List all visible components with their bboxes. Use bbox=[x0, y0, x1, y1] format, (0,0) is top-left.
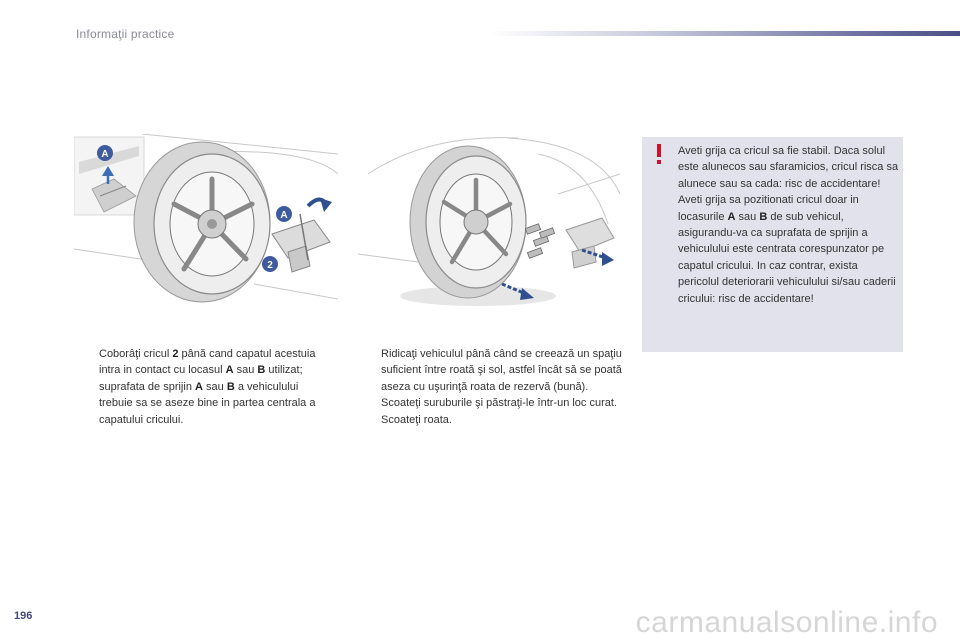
warning-text-part: Aveti grija ca cricul sa fie stabil. Daca solul este alunecos sau sfaramicios, cricul risca sa alunece sau sa cada: risc de accidentare! bbox=[678, 145, 899, 190]
list-item bbox=[363, 346, 625, 395]
warning-text-part: Aveti grija sa pozitionati cricul doar in locasurile bbox=[678, 194, 859, 223]
list-item-text: Scoateţi roata. bbox=[381, 413, 452, 426]
warning-text-part: sau bbox=[735, 210, 760, 223]
warning-ref-b: B bbox=[759, 210, 768, 223]
warning-text bbox=[678, 143, 900, 307]
list-item bbox=[81, 346, 331, 428]
list-item bbox=[363, 395, 625, 411]
list-item bbox=[363, 412, 625, 428]
instructions-left bbox=[81, 346, 331, 428]
section-title: Informaţii practice bbox=[76, 27, 175, 41]
label-a-small: A bbox=[101, 149, 109, 160]
jack-lowering-illustration bbox=[74, 134, 338, 304]
warning-icon bbox=[655, 144, 663, 164]
warning-ref-a: A bbox=[727, 210, 736, 223]
label-2: 2 bbox=[267, 260, 273, 271]
instructions-middle bbox=[363, 346, 625, 428]
page-number: 196 bbox=[14, 610, 33, 622]
watermark: carmanualsonline.info bbox=[635, 606, 938, 639]
list-item-text: Ridicaţi vehiculul până când se creează un spaţiu suficient între roată şi sol, astfel încât să se poată aseza cu uşurinţă roata de rezervă (bună). bbox=[381, 348, 622, 393]
wheel-removal-illustration bbox=[358, 134, 620, 306]
header-accent-bar bbox=[490, 31, 960, 36]
label-a: A bbox=[280, 210, 288, 221]
list-item-text: Coborâţi cricul 2 până cand capatul acestuia intra in contact cu locasul A sau B utilizat; suprafata de sprijin A sau B a vehiculului trebuie sa se aseze bine in partea centrala a capatului cricului. bbox=[99, 348, 316, 426]
list-item-text: Scoateţi suruburile şi păstraţi-le într-un loc curat. bbox=[381, 397, 617, 410]
warning-text-part: de sub vehicul, asigurandu-va ca suprafata de sprijin a vehiculului este centrata corespunzator pe capatul cricului. In caz contrar, exista pericolul deteriorarii vehiculului si/sau caderii cricului: risc de accidentare! bbox=[678, 210, 896, 305]
